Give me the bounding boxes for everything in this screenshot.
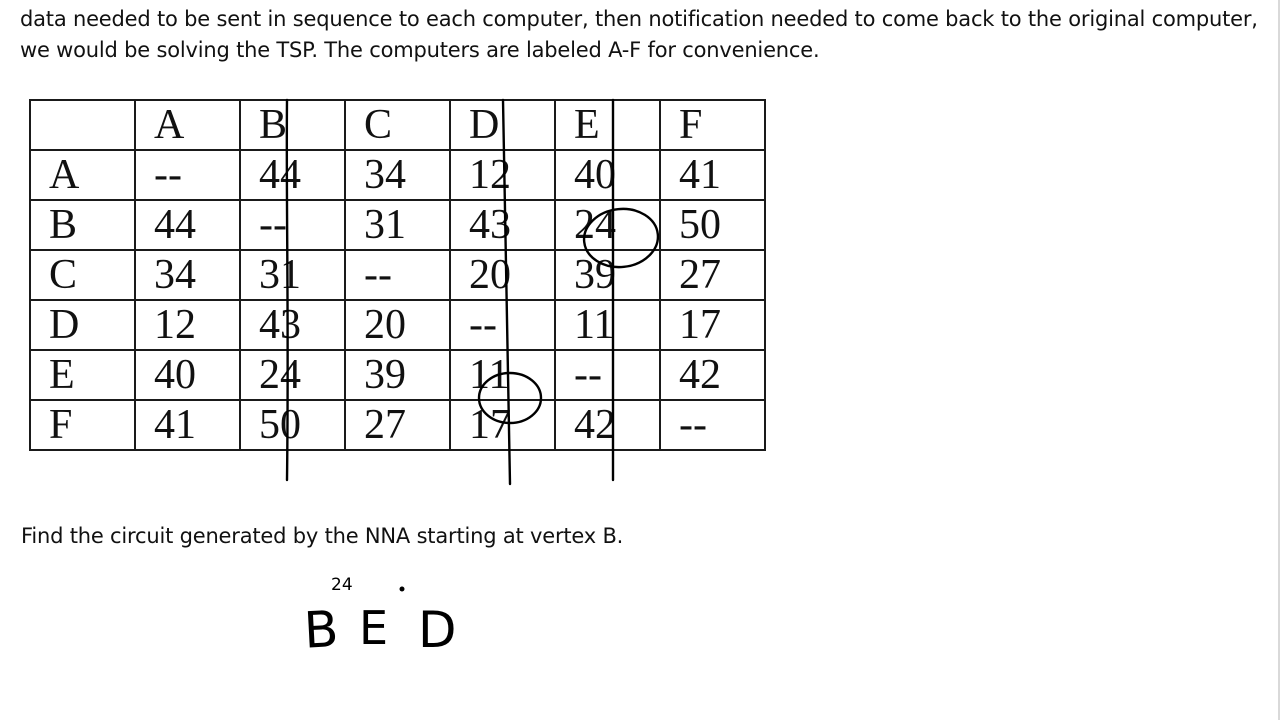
table-cell: 11	[450, 350, 555, 400]
table-cell: 20	[450, 250, 555, 300]
table-corner-cell	[30, 100, 135, 150]
table-cell: 34	[345, 150, 450, 200]
handwritten-dot	[400, 587, 405, 592]
table-cell: 43	[450, 200, 555, 250]
handwritten-weight-note: 24	[331, 575, 353, 595]
row-label-d: D	[30, 300, 135, 350]
question-text: Find the circuit generated by the NNA starting at vertex B.	[21, 524, 624, 548]
table-cell: 41	[135, 400, 240, 450]
table-cell: --	[660, 400, 765, 450]
row-label-c: C	[30, 250, 135, 300]
row-label-f: F	[30, 400, 135, 450]
row-label-a: A	[30, 150, 135, 200]
table-cell: 31	[240, 250, 345, 300]
handwritten-vertex-b: B	[302, 599, 340, 660]
table-cell: 50	[660, 200, 765, 250]
column-header-f: F	[660, 100, 765, 150]
table-cell: 12	[450, 150, 555, 200]
table-cell: 24	[555, 200, 660, 250]
column-header-d: D	[450, 100, 555, 150]
table-header-row	[30, 100, 765, 150]
table-row	[30, 350, 765, 400]
column-header-b: B	[240, 100, 345, 150]
table-row	[30, 200, 765, 250]
column-header-e: E	[555, 100, 660, 150]
table-cell: 42	[660, 350, 765, 400]
table-cell: 34	[135, 250, 240, 300]
table-cell: 31	[345, 200, 450, 250]
table-row	[30, 250, 765, 300]
table-cell: --	[135, 150, 240, 200]
table-cell: 24	[240, 350, 345, 400]
row-label-e: E	[30, 350, 135, 400]
table-cell: 27	[660, 250, 765, 300]
table-cell: 39	[555, 250, 660, 300]
table-cell: 17	[660, 300, 765, 350]
table-cell: 44	[240, 150, 345, 200]
table-cell: --	[240, 200, 345, 250]
table-cell: 40	[135, 350, 240, 400]
table-cell: 12	[135, 300, 240, 350]
column-header-a: A	[135, 100, 240, 150]
table-cell: 39	[345, 350, 450, 400]
table-cell: --	[555, 350, 660, 400]
handwritten-vertex-e: E	[359, 601, 389, 655]
intro-line-2: we would be solving the TSP. The computers are labeled A-F for convenience.	[20, 38, 820, 62]
table-row	[30, 400, 765, 450]
intro-line-1: data needed to be sent in sequence to each computer, then notification needed to come back to the original computer,	[20, 7, 1258, 31]
table-cell: 50	[240, 400, 345, 450]
distance-table	[29, 99, 766, 451]
table-cell: --	[450, 300, 555, 350]
table-cell: 11	[555, 300, 660, 350]
table-cell: 42	[555, 400, 660, 450]
table-cell: 17	[450, 400, 555, 450]
column-header-c: C	[345, 100, 450, 150]
table-cell: 40	[555, 150, 660, 200]
handwritten-vertex-d: D	[418, 601, 457, 659]
table-cell: 43	[240, 300, 345, 350]
table-cell: --	[345, 250, 450, 300]
table-cell: 20	[345, 300, 450, 350]
intro-paragraph	[20, 4, 1270, 66]
table-cell: 41	[660, 150, 765, 200]
row-label-b: B	[30, 200, 135, 250]
table-cell: 44	[135, 200, 240, 250]
table-cell: 27	[345, 400, 450, 450]
table-row	[30, 150, 765, 200]
table-row	[30, 300, 765, 350]
